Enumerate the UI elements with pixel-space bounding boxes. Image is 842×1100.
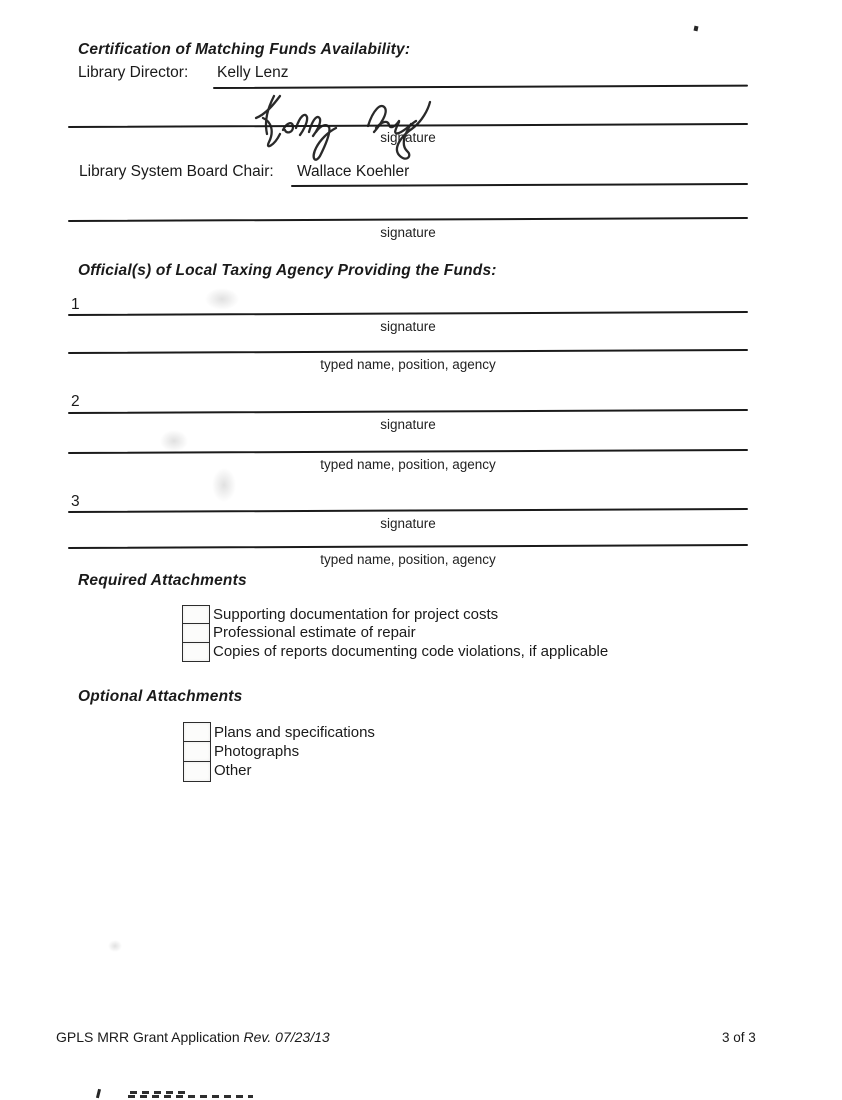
board-chair-signature-line[interactable]: [68, 217, 748, 222]
attachment-label: Supporting documentation for project costs: [213, 606, 499, 623]
official-1-signature-caption-wrap: [68, 318, 748, 336]
official-2-signature-line[interactable]: [68, 409, 748, 414]
attachment-row: [182, 605, 608, 625]
official-3-typed-name-line[interactable]: [68, 544, 748, 549]
signature-caption: signature: [380, 130, 436, 145]
attachment-row: [182, 642, 608, 662]
checkbox-plans-specifications[interactable]: [183, 722, 211, 743]
scan-smudge: [108, 940, 122, 952]
library-director-signature-caption-wrap: [68, 129, 748, 147]
official-3-signature-caption-wrap: [68, 515, 748, 533]
checkbox-photographs[interactable]: [183, 741, 211, 762]
official-entry-number: 1: [71, 296, 80, 313]
official-entry-number: 2: [71, 393, 80, 410]
official-2-signature-caption-wrap: [68, 416, 748, 434]
typed-name-caption: typed name, position, agency: [320, 357, 496, 372]
typed-name-caption: typed name, position, agency: [320, 552, 496, 567]
scan-artifact: [96, 1089, 101, 1098]
signature-caption: signature: [380, 225, 436, 240]
attachment-label: Photographs: [214, 742, 300, 760]
signature-caption: signature: [380, 516, 436, 531]
official-entry-number: 3: [71, 493, 80, 510]
optional-attachments-heading: Optional Attachments: [78, 688, 243, 705]
official-1-typed-name-line[interactable]: [68, 349, 748, 354]
official-1-typed-caption-wrap: [68, 356, 748, 374]
official-2-typed-caption-wrap: [68, 456, 748, 474]
certification-heading: Certification of Matching Funds Availability:: [78, 41, 411, 58]
checkbox-supporting-documentation[interactable]: [182, 605, 210, 625]
official-3-signature-line[interactable]: [68, 508, 748, 513]
attachment-row: [183, 722, 375, 743]
officials-heading: Official(s) of Local Taxing Agency Providing the Funds:: [78, 262, 497, 279]
required-attachments-list: [182, 605, 608, 662]
board-chair-name-line[interactable]: [291, 183, 748, 187]
official-3-typed-caption-wrap: [68, 551, 748, 569]
attachment-label: Professional estimate of repair: [213, 624, 416, 642]
library-director-typed-name: Kelly Lenz: [217, 64, 289, 81]
attachment-row: [183, 761, 375, 782]
footer-title-text: GPLS MRR Grant Application: [56, 1029, 244, 1045]
official-1-signature-line[interactable]: [68, 311, 748, 316]
checkbox-professional-estimate[interactable]: [182, 623, 210, 643]
required-attachments-heading: Required Attachments: [78, 572, 247, 589]
scan-speck: [694, 26, 699, 32]
attachment-row: [182, 623, 608, 643]
signature-caption: signature: [380, 319, 436, 334]
attachment-row: [183, 741, 375, 762]
attachment-label: Copies of reports documenting code violations, if applicable: [213, 642, 609, 660]
checkbox-other[interactable]: [183, 761, 211, 782]
checkbox-code-violations-reports[interactable]: [182, 642, 210, 662]
board-chair-signature-caption-wrap: [68, 224, 748, 242]
attachment-label: Plans and specifications: [214, 723, 375, 741]
scan-artifact: [130, 1091, 190, 1094]
signature-caption: signature: [380, 417, 436, 432]
footer-page-number: 3 of 3: [722, 1030, 756, 1045]
footer-document-title: [56, 1029, 330, 1045]
board-chair-typed-name: Wallace Koehler: [297, 163, 410, 180]
footer-revision-text: Rev. 07/23/13: [243, 1029, 330, 1045]
optional-attachments-list: [183, 722, 375, 782]
library-director-label: Library Director:: [78, 64, 189, 81]
attachment-label: Other: [214, 762, 252, 780]
scan-smudge: [205, 288, 239, 310]
typed-name-caption: typed name, position, agency: [320, 457, 496, 472]
scan-artifact: [128, 1095, 253, 1098]
board-chair-label: Library System Board Chair:: [79, 163, 274, 180]
